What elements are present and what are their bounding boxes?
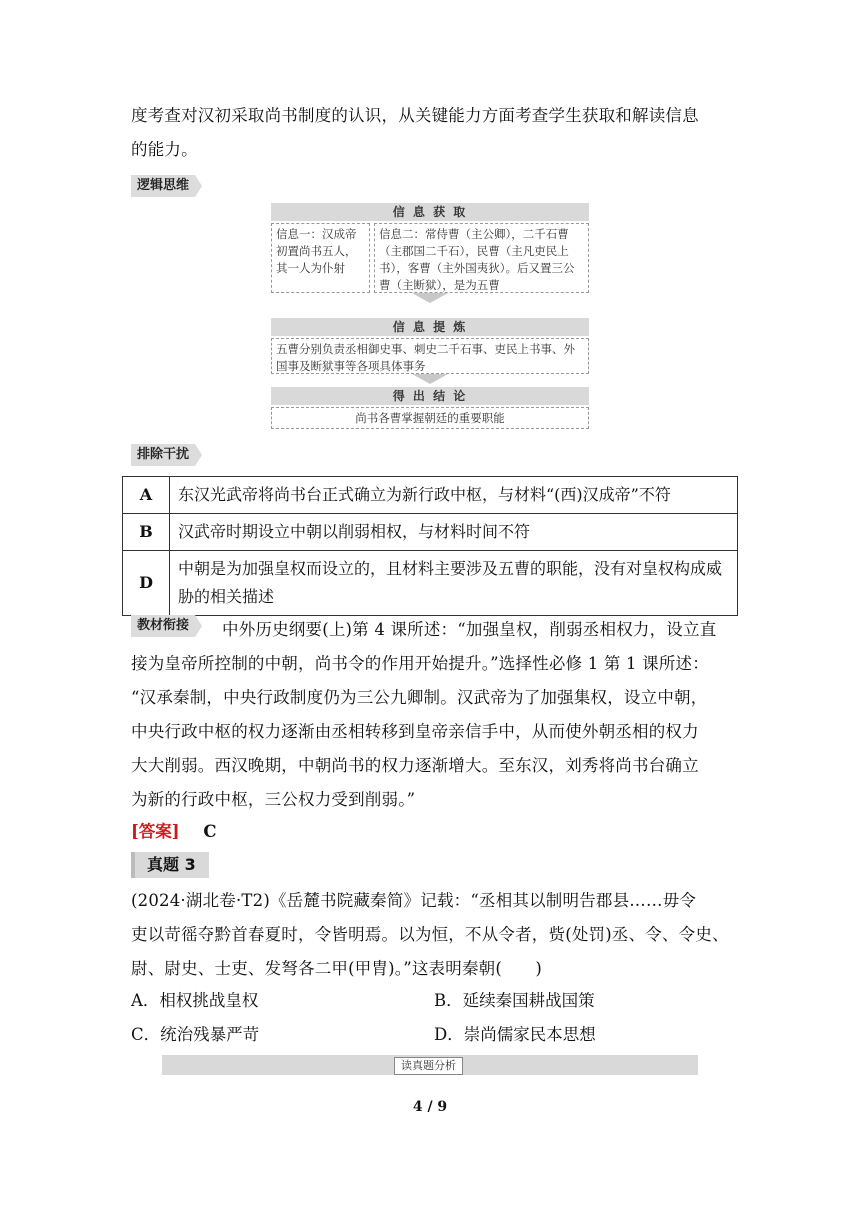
- flow-refine-text: 五曹分别负责丞相御史事、刺史二千石事、吏民上书事、外国事及断狱事等各项具体事务: [271, 338, 589, 374]
- table-row: [123, 514, 738, 551]
- read-analysis-bar: [162, 1055, 698, 1075]
- option-reason: 中朝是为加强皇权而设立的，且材料主要涉及五曹的职能，没有对皇权构成威胁的相关描述: [170, 551, 738, 616]
- table-row: [123, 551, 738, 616]
- logic-thinking-tag: 逻辑思维: [131, 175, 195, 197]
- answer-value: C: [203, 822, 217, 841]
- flow-step-conclusion: 得 出 结 论: [271, 387, 589, 405]
- down-arrow-icon: [412, 374, 448, 384]
- intro-line-2: 的能力。: [131, 140, 198, 159]
- flow-step-info-acquire: 信 息 获 取: [271, 203, 589, 221]
- down-arrow-icon: [412, 293, 448, 303]
- textbook-line-1: 中外历史纲要(上)第 4 课所述：“加强皇权，削弱丞相权力，设立直: [222, 620, 717, 639]
- textbook-line-6: 为新的行政中枢，三公权力受到削弱。”: [131, 790, 416, 809]
- exclude-interference-tag: 排除干扰: [131, 444, 195, 466]
- table-row: [123, 477, 738, 514]
- textbook-line-4: 中央行政中枢的权力逐渐由丞相转移到皇帝亲信手中，从而使外朝丞相的权力: [131, 722, 699, 741]
- textbook-line-3: “汉承秦制，中央行政制度仍为三公九卿制。汉武帝为了加强集权，设立中朝，: [131, 688, 708, 707]
- option-key: D: [123, 551, 170, 616]
- option-b[interactable]: B．延续秦国耕战国策: [434, 991, 595, 1010]
- question-badge: 真题 3: [131, 852, 209, 878]
- flow-info-1: 信息一：汉成帝初置尚书五人，其一人为仆射: [271, 223, 370, 293]
- question-line-2: 吏以苛徭夺黔首春夏时，令皆明焉。以为恒，不从令者，赀(处罚)丞、令、令史、: [131, 925, 729, 944]
- exclusion-table: [122, 476, 738, 616]
- option-d[interactable]: D．崇尚儒家民本思想: [434, 1025, 596, 1044]
- textbook-link-tag: 教材衔接: [131, 615, 195, 637]
- option-a[interactable]: A．相权挑战皇权: [131, 991, 259, 1010]
- flow-info-2: 信息二：常侍曹（主公卿），二千石曹（主郡国二千石），民曹（主凡吏民上书），客曹（主外国夷狄）。后又置三公曹（主断狱），是为五曹: [374, 223, 589, 293]
- flow-conclusion-text: 尚书各曹掌握朝廷的重要职能: [271, 407, 589, 429]
- option-c[interactable]: C．统治残暴严苛: [131, 1025, 260, 1044]
- answer-label: [答案]: [131, 822, 180, 841]
- option-reason: 东汉光武帝将尚书台正式确立为新行政中枢，与材料“(西)汉成帝”不符: [170, 477, 738, 514]
- page-number: 4 / 9: [412, 1099, 448, 1115]
- intro-line-1: 度考查对汉初采取尚书制度的认识，从关键能力方面考查学生获取和解读信息: [131, 106, 699, 125]
- option-key: A: [123, 477, 170, 514]
- flow-step-info-refine: 信 息 提 炼: [271, 318, 589, 336]
- answer: [131, 818, 217, 842]
- textbook-line-2: 接为皇帝所控制的中朝，尚书令的作用开始提升。”选择性必修 1 第 1 课所述：: [131, 654, 709, 673]
- option-key: B: [123, 514, 170, 551]
- question-line-3: 尉、尉史、士吏、发弩各二甲(甲胄)。”这表明秦朝( ): [131, 959, 543, 978]
- textbook-line-5: 大大削弱。西汉晚期，中朝尚书的权力逐渐增大。至东汉，刘秀将尚书台确立: [131, 756, 699, 775]
- option-reason: 汉武帝时期设立中朝以削弱相权，与材料时间不符: [170, 514, 738, 551]
- read-analysis-label[interactable]: 读真题分析: [394, 1057, 463, 1075]
- question-line-1: (2024·湖北卷·T2)《岳麓书院藏秦简》记载：“丞相其以制明告郡县……毋令: [131, 891, 697, 910]
